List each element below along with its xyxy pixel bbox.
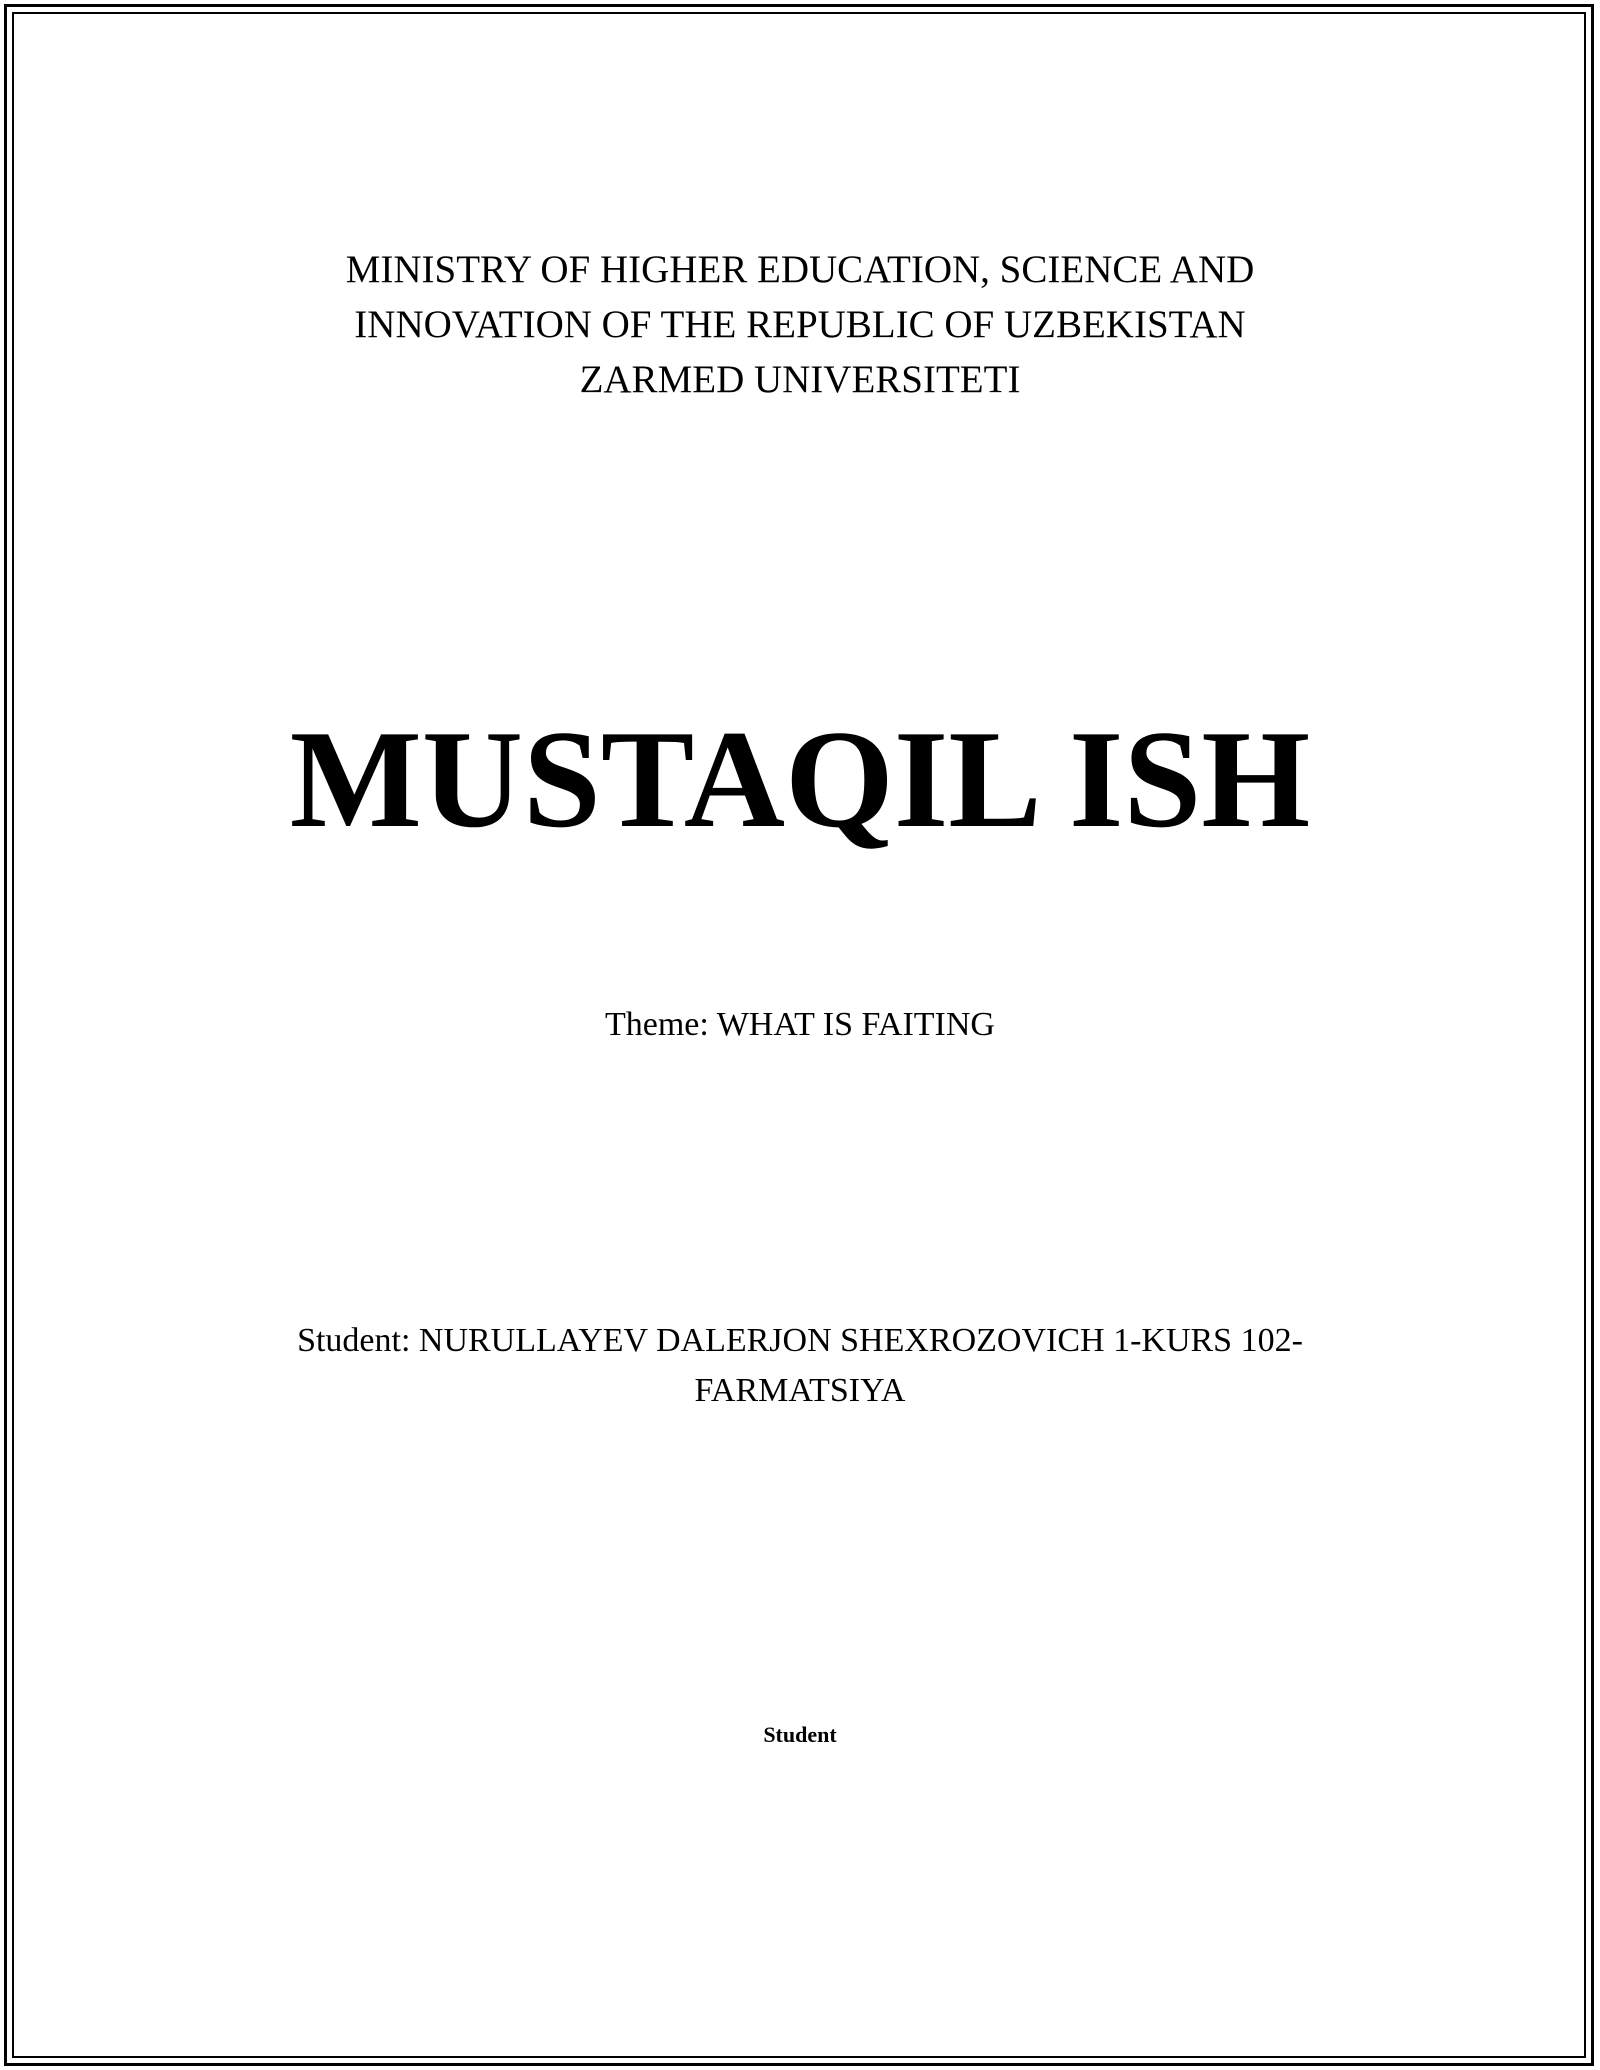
ministry-header-line-1: MINISTRY OF HIGHER EDUCATION, SCIENCE AND [345,248,1255,291]
ministry-header-line-2: INNOVATION OF THE REPUBLIC OF UZBEKISTAN [354,303,1246,346]
student-info-line-2: FARMATSIYA [694,1372,906,1409]
theme-line: Theme: WHAT IS FAITING [604,1006,995,1043]
student-info-line-1: Student: NURULLAYEV DALERJON SHEXROZOVICH 1-KURS 102- [297,1322,1303,1359]
university-name: ZARMED UNIVERSITETI [579,358,1021,401]
student-label: Student [763,1722,837,1747]
document-title: MUSTAQIL ISH [289,702,1311,857]
